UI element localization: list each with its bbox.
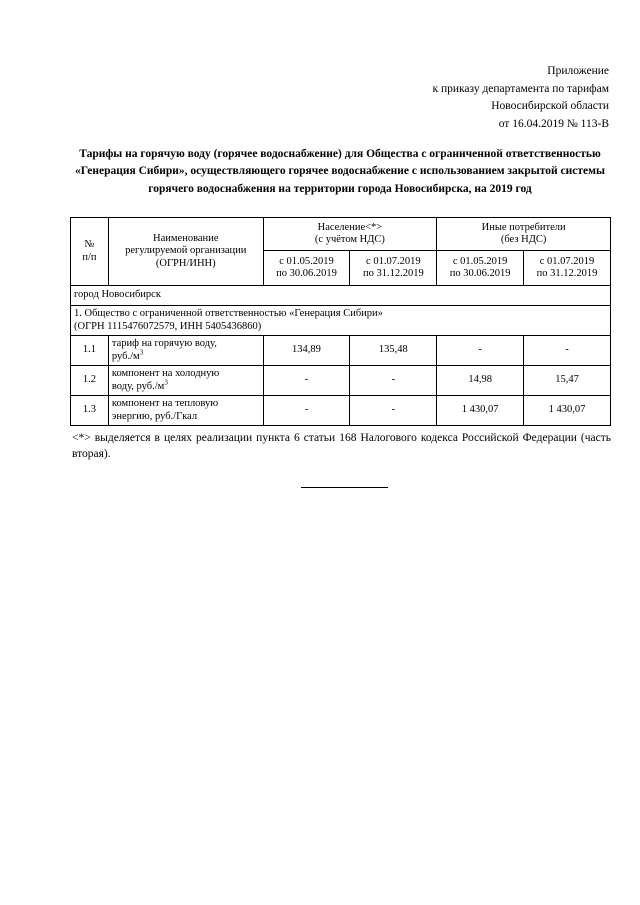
value-cell: - <box>263 396 350 426</box>
tariff-table <box>70 217 611 426</box>
row-name: компонент на тепловую энергию, руб./Гкал <box>108 396 263 426</box>
table-row <box>71 336 611 366</box>
value-cell: 135,48 <box>350 336 437 366</box>
value-cell: 15,47 <box>524 366 611 396</box>
city-row <box>71 286 611 306</box>
value-cell: 1 430,07 <box>524 396 611 426</box>
table-header-row <box>71 218 611 251</box>
row-number: 1.1 <box>71 336 109 366</box>
header-population: Население<*> (с учётом НДС) <box>263 218 437 251</box>
header-period: с 01.07.2019 по 31.12.2019 <box>350 251 437 286</box>
table-row <box>71 366 611 396</box>
header-number: № п/п <box>71 218 109 286</box>
document-title: Тарифы на горячую воду (горячее водоснабжение) для Общества с ограниченной ответственностью «Генерация Сибири», осуществляющего горячее водоснабжение с использованием закрытой системы горячего водоснабжения на территории города Новосибирска, на 2019 год <box>75 148 605 195</box>
city-name: город Новосибирск <box>71 286 611 306</box>
value-cell: 14,98 <box>437 366 524 396</box>
value-cell: - <box>350 366 437 396</box>
header-other-consumers: Иные потребители (без НДС) <box>437 218 611 251</box>
value-cell: - <box>524 336 611 366</box>
annex-line: от 16.04.2019 № 113-В <box>498 117 609 130</box>
header-organization: Наименование регулируемой организации (ОГРН/ИНН) <box>108 218 263 286</box>
organization-name: 1. Общество с ограниченной ответственностью «Генерация Сибири» (ОГРН 1115476072579, ИНН 5405436860) <box>71 306 611 336</box>
row-number: 1.3 <box>71 396 109 426</box>
value-cell: - <box>350 396 437 426</box>
row-name: тариф на горячую воду, $руб./м^3$ <box>108 336 263 366</box>
header-period: с 01.05.2019 по 30.06.2019 <box>437 251 524 286</box>
header-period: с 01.05.2019 по 30.06.2019 <box>263 251 350 286</box>
value-cell: 134,89 <box>263 336 350 366</box>
organization-row <box>71 306 611 336</box>
annex-line: к приказу департамента по тарифам <box>432 82 609 95</box>
footnote: <*> выделяется в целях реализации пункта 6 статьи 168 Налогового кодекса Российской Федерации (часть вторая). <box>72 432 611 460</box>
value-cell: 1 430,07 <box>437 396 524 426</box>
row-number: 1.2 <box>71 366 109 396</box>
annex-line: Приложение <box>547 65 609 77</box>
value-cell: - <box>263 366 350 396</box>
annex-line: Новосибирской области <box>491 100 609 112</box>
row-name: компонент на холодную воду, $руб./м^3$ <box>108 366 263 396</box>
separator-line <box>301 487 388 488</box>
header-period: с 01.07.2019 по 31.12.2019 <box>524 251 611 286</box>
table-row <box>71 396 611 426</box>
value-cell: - <box>437 336 524 366</box>
annex-block <box>432 63 609 133</box>
